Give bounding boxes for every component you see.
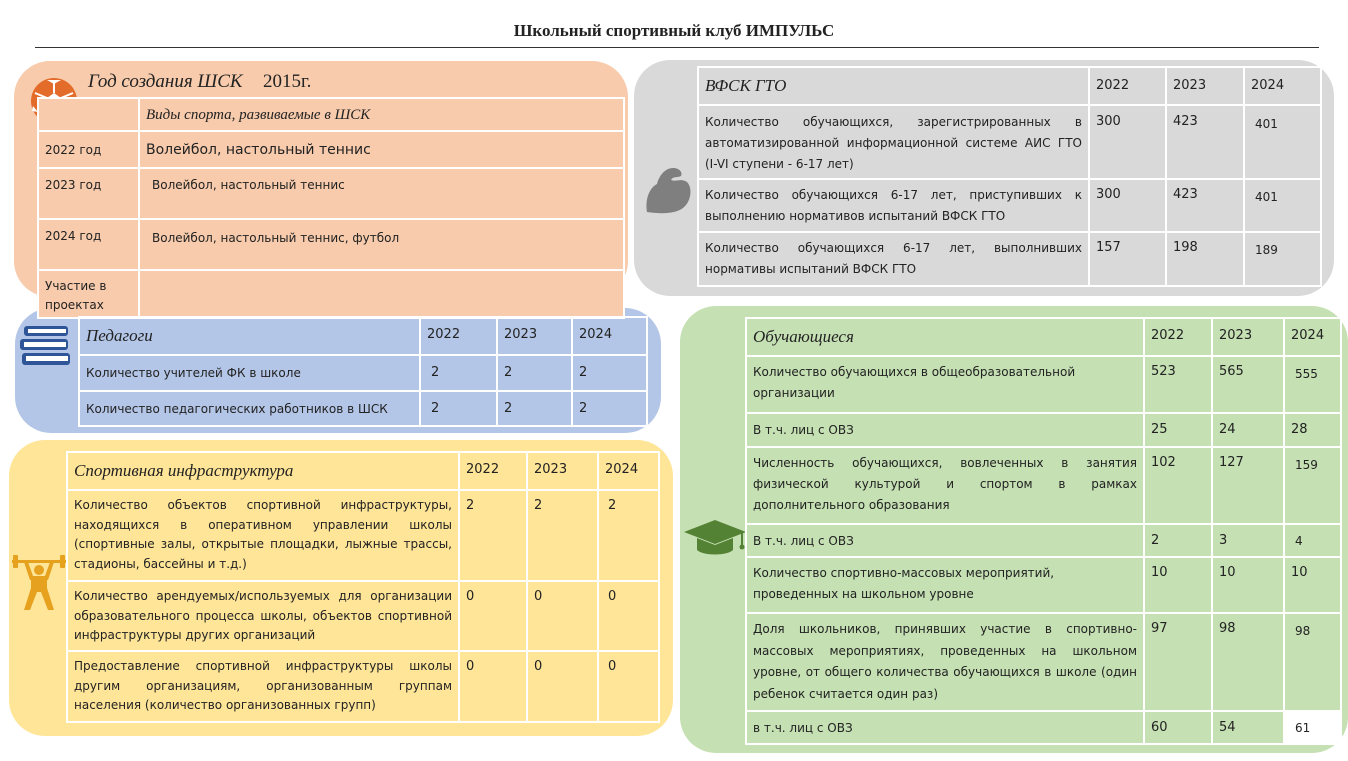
value-cell: 24: [1212, 413, 1284, 447]
year-header: 2023: [497, 317, 572, 355]
students-row-label: В т.ч. лиц с ОВЗ: [746, 524, 1144, 557]
gto-table: [697, 66, 1322, 287]
value-cell: 300: [1089, 105, 1166, 179]
students-row-label: Доля школьников, принявших участие в спортивно-массовых мероприятиях, проведенных на школьном уровне, от общего количества обучающихся в школе (один ребенок считается один раз): [746, 613, 1144, 711]
year-header: 2024: [1284, 318, 1341, 356]
infrastructure-row-label: Количество объектов спортивной инфраструктуры, находящихся в оперативном управлении школы (спортивные залы, открытые площадки, лыжные трассы, стадионы, бассейны и т.д.): [67, 490, 459, 581]
biceps-icon: [643, 160, 693, 216]
value-cell: 189: [1244, 232, 1321, 286]
value-cell: 0: [598, 651, 659, 722]
students-row-label: в т.ч. лиц с ОВЗ: [746, 711, 1144, 744]
value-cell: 28: [1284, 413, 1341, 447]
value-cell: 555: [1284, 356, 1341, 413]
year-cell: 2023 год: [38, 168, 139, 219]
table-row: [67, 581, 659, 651]
club-founded-year: 2015г.: [263, 71, 312, 92]
table-row: [698, 232, 1321, 286]
value-cell: 300: [1089, 179, 1166, 232]
sports-cell: Волейбол, настольный теннис: [139, 168, 624, 219]
year-header: 2022: [459, 452, 527, 490]
value-cell: 0: [527, 581, 598, 651]
table-row: [38, 131, 624, 168]
students-row-label: Численность обучающихся, вовлеченных в занятия физической культурой и спортом в рамках дополнительного образования: [746, 447, 1144, 524]
value-cell: 54: [1212, 711, 1284, 744]
value-cell: 10: [1144, 557, 1212, 613]
value-cell: 61: [1284, 711, 1341, 744]
value-cell: 423: [1166, 105, 1244, 179]
graduation-cap-icon: [683, 518, 747, 558]
infrastructure-row-label: Количество арендуемых/используемых для организации образовательного процесса школы, объектов спортивной инфраструктуры других организаций: [67, 581, 459, 651]
value-cell: 423: [1166, 179, 1244, 232]
value-cell: 198: [1166, 232, 1244, 286]
students-row-label: В т.ч. лиц с ОВЗ: [746, 413, 1144, 447]
value-cell: 523: [1144, 356, 1212, 413]
value-cell: 2: [420, 391, 497, 426]
table-row: [79, 317, 647, 355]
value-cell: 3: [1212, 524, 1284, 557]
value-cell: 2: [497, 391, 572, 426]
page-title: Школьный спортивный клуб ИМПУЛЬС: [513, 21, 835, 40]
students-row-label: Количество спортивно-массовых мероприятий, проведенных на школьном уровне: [746, 557, 1144, 613]
projects-cell: [139, 270, 624, 318]
table-row: [38, 219, 624, 270]
value-cell: 2: [527, 490, 598, 581]
year-cell: 2024 год: [38, 219, 139, 270]
year-header: 2022: [1144, 318, 1212, 356]
blank-cell: [38, 98, 139, 131]
title-divider: [35, 47, 1319, 48]
value-cell: 98: [1212, 613, 1284, 711]
year-header: 2023: [1166, 67, 1244, 105]
value-cell: 401: [1244, 179, 1321, 232]
year-header: 2024: [598, 452, 659, 490]
year-cell: 2022 год: [38, 131, 139, 168]
table-row: [67, 651, 659, 722]
value-cell: 0: [527, 651, 598, 722]
table-row: [38, 270, 624, 318]
value-cell: 0: [598, 581, 659, 651]
students-header: Обучающиеся: [746, 318, 1144, 356]
value-cell: 2: [598, 490, 659, 581]
value-cell: 25: [1144, 413, 1212, 447]
value-cell: 127: [1212, 447, 1284, 524]
year-header: 2022: [1089, 67, 1166, 105]
students-row-label: Количество обучающихся в общеобразовательной организации: [746, 356, 1144, 413]
value-cell: 401: [1244, 105, 1321, 179]
table-row: [67, 490, 659, 581]
value-cell: 102: [1144, 447, 1212, 524]
value-cell: 2: [572, 355, 647, 391]
sports-cell: Волейбол, настольный теннис, футбол: [139, 219, 624, 270]
table-row: [38, 98, 624, 131]
teachers-header: Педагоги: [79, 317, 420, 355]
sports-header: Виды спорта, развиваемые в ШСК: [139, 98, 624, 131]
table-row: [698, 179, 1321, 232]
value-cell: 4: [1284, 524, 1341, 557]
students-table: [745, 317, 1342, 745]
gto-header: ВФСК ГТО: [698, 67, 1089, 105]
teachers-row-label: Количество учителей ФК в школе: [79, 355, 420, 391]
table-row: [746, 447, 1341, 524]
value-cell: 10: [1212, 557, 1284, 613]
table-row: [746, 356, 1341, 413]
infrastructure-header: Спортивная инфраструктура: [67, 452, 459, 490]
infrastructure-row-label: Предоставление спортивной инфраструктуры школы другим организациям, организованным группам населения (количество организованных групп): [67, 651, 459, 722]
club-sports-table: [37, 97, 625, 319]
table-row: [698, 105, 1321, 179]
gto-row-label: Количество обучающихся 6-17 лет, приступивших к выполнению нормативов испытаний ВФСК ГТО: [698, 179, 1089, 232]
table-row: [698, 67, 1321, 105]
value-cell: 2: [459, 490, 527, 581]
table-row: [79, 391, 647, 426]
value-cell: 2: [1144, 524, 1212, 557]
value-cell: 2: [497, 355, 572, 391]
value-cell: 0: [459, 651, 527, 722]
table-row: [38, 168, 624, 219]
value-cell: 60: [1144, 711, 1212, 744]
value-cell: 2: [572, 391, 647, 426]
value-cell: 98: [1284, 613, 1341, 711]
gto-row-label: Количество обучающихся 6-17 лет, выполнивших нормативы испытаний ВФСК ГТО: [698, 232, 1089, 286]
year-header: 2023: [527, 452, 598, 490]
infrastructure-table: [66, 451, 660, 723]
teachers-row-label: Количество педагогических работников в ШСК: [79, 391, 420, 426]
table-row: [746, 557, 1341, 613]
gto-row-label: Количество обучающихся, зарегистрированных в автоматизированной информационной системе АИС ГТО (I-VI ступени - 6-17 лет): [698, 105, 1089, 179]
value-cell: 97: [1144, 613, 1212, 711]
books-icon: [18, 322, 74, 370]
value-cell: 159: [1284, 447, 1341, 524]
value-cell: 10: [1284, 557, 1341, 613]
year-header: 2024: [1244, 67, 1321, 105]
value-cell: 2: [420, 355, 497, 391]
weightlifter-icon: [10, 554, 68, 612]
value-cell: 157: [1089, 232, 1166, 286]
sports-cell: Волейбол, настольный теннис: [139, 131, 624, 168]
table-row: [746, 524, 1341, 557]
table-row: [746, 613, 1341, 711]
year-header: 2023: [1212, 318, 1284, 356]
year-header: 2024: [572, 317, 647, 355]
teachers-table: [78, 316, 648, 427]
projects-label: Участие в проектах: [38, 270, 139, 318]
table-row: [746, 711, 1341, 744]
club-founded-label: Год создания ШСК: [88, 71, 243, 92]
year-header: 2022: [420, 317, 497, 355]
table-row: [67, 452, 659, 490]
value-cell: 565: [1212, 356, 1284, 413]
value-cell: 0: [459, 581, 527, 651]
table-row: [746, 318, 1341, 356]
table-row: [79, 355, 647, 391]
table-row: [746, 413, 1341, 447]
